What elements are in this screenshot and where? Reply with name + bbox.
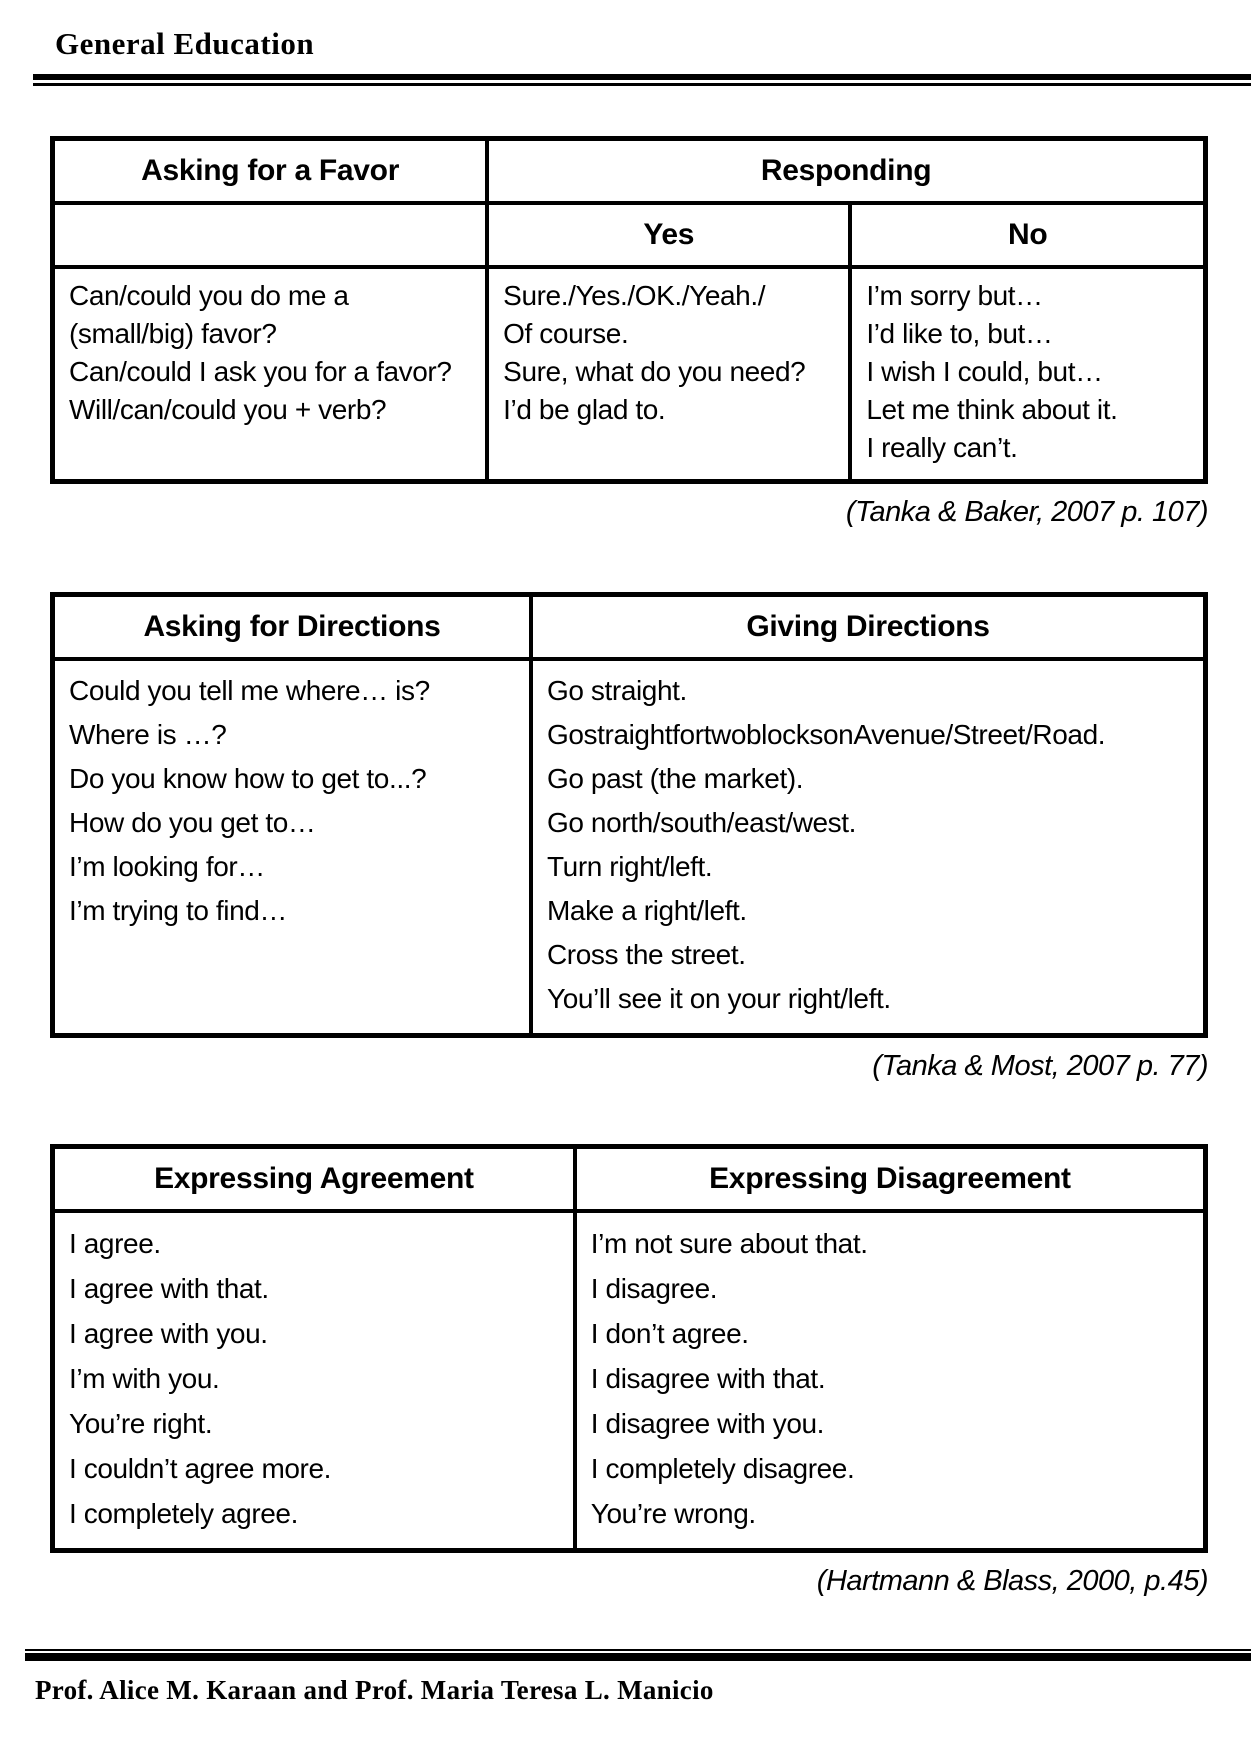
phrase: I disagree with you. bbox=[590, 1408, 825, 1439]
phrase: Sure./Yes./OK./Yeah./ bbox=[503, 280, 766, 311]
page-title: General Education bbox=[55, 26, 315, 61]
phrase: I’m with you. bbox=[69, 1363, 220, 1394]
giving-directions-cell bbox=[531, 659, 1206, 1036]
footer-rule bbox=[25, 1649, 1251, 1661]
header-rule-thin bbox=[33, 83, 1251, 86]
phrase: Make a right/left. bbox=[546, 895, 747, 926]
no-phrases-cell bbox=[850, 267, 1205, 482]
table-header-row bbox=[53, 595, 1206, 660]
phrase: Will/can/could you + verb? bbox=[69, 394, 387, 425]
phrase: Let me think about it. bbox=[866, 394, 1118, 425]
phrase: I completely agree. bbox=[69, 1498, 298, 1529]
phrase: GostraightfortwoblocksonAvenue/Street/Road. bbox=[546, 719, 1106, 750]
phrase: I agree. bbox=[69, 1228, 161, 1259]
phrase: You’re wrong. bbox=[590, 1498, 756, 1529]
favor-phrases-cell bbox=[53, 267, 488, 482]
phrase: I’d like to, but… bbox=[866, 318, 1053, 349]
phrase: How do you get to… bbox=[69, 807, 316, 838]
phrase: You’re right. bbox=[69, 1408, 213, 1439]
phrase: I disagree with that. bbox=[590, 1363, 826, 1394]
disagreement-phrases-cell bbox=[575, 1211, 1206, 1551]
table-body-row bbox=[53, 1211, 1206, 1551]
phrase: Where is …? bbox=[69, 719, 227, 750]
phrase: Could you tell me where… is? bbox=[69, 675, 430, 706]
citation: (Tanka & Most, 2007 p. 77) bbox=[872, 1050, 1208, 1082]
table-header-row bbox=[53, 139, 1206, 204]
footer-rule-thick bbox=[25, 1653, 1251, 1661]
responding-header-cell: Responding bbox=[487, 139, 1205, 204]
phrase: You’ll see it on your right/left. bbox=[546, 983, 891, 1014]
phrase: Do you know how to get to...? bbox=[69, 763, 427, 794]
table-subheader-row bbox=[53, 203, 1206, 267]
asking-directions-header-cell: Asking for Directions bbox=[53, 595, 531, 660]
phrase: I don’t agree. bbox=[590, 1318, 749, 1349]
phrase: I agree with you. bbox=[69, 1318, 268, 1349]
disagreement-header-cell: Expressing Disagreement bbox=[575, 1147, 1206, 1212]
document-page bbox=[0, 26, 1251, 1706]
asking-directions-cell bbox=[53, 659, 531, 1036]
phrase: Go past (the market). bbox=[546, 763, 804, 794]
phrase: Can/could I ask you for a favor? bbox=[69, 356, 452, 387]
phrase: Of course. bbox=[503, 318, 629, 349]
directions-table bbox=[50, 592, 1208, 1038]
no-column-header: No bbox=[850, 203, 1205, 267]
header-rule-thick bbox=[33, 74, 1251, 80]
phrase: Cross the street. bbox=[546, 939, 746, 970]
favor-table bbox=[50, 136, 1208, 484]
phrase: Turn right/left. bbox=[546, 851, 713, 882]
agreement-phrases-cell bbox=[53, 1211, 575, 1551]
favor-header-cell: Asking for a Favor bbox=[53, 139, 488, 204]
phrase: I couldn’t agree more. bbox=[69, 1453, 332, 1484]
phrase: I disagree. bbox=[590, 1273, 718, 1304]
giving-directions-header-cell: Giving Directions bbox=[531, 595, 1206, 660]
empty-subheader-cell bbox=[53, 203, 488, 267]
footer-rule-thin bbox=[25, 1649, 1251, 1651]
agreement-table bbox=[50, 1144, 1208, 1553]
footer-author: Prof. Alice M. Karaan and Prof. Maria Teresa L. Manicio bbox=[35, 1675, 714, 1705]
phrase: I agree with that. bbox=[69, 1273, 269, 1304]
agreement-header-cell: Expressing Agreement bbox=[53, 1147, 575, 1212]
table-body-row bbox=[53, 659, 1206, 1036]
phrase: I’d be glad to. bbox=[503, 394, 666, 425]
phrase: I’m not sure about that. bbox=[590, 1228, 868, 1259]
phrase: I’m sorry but… bbox=[866, 280, 1043, 311]
phrase: I really can’t. bbox=[866, 432, 1018, 463]
phrase: I’m looking for… bbox=[69, 851, 265, 882]
phrase: Can/could you do me a (small/big) favor? bbox=[69, 280, 349, 349]
phrase: I completely disagree. bbox=[590, 1453, 855, 1484]
table-header-row bbox=[53, 1147, 1206, 1212]
phrase: Go straight. bbox=[546, 675, 687, 706]
citation: (Tanka & Baker, 2007 p. 107) bbox=[845, 496, 1208, 528]
yes-phrases-cell bbox=[487, 267, 850, 482]
yes-column-header: Yes bbox=[487, 203, 850, 267]
header-rule bbox=[33, 74, 1251, 86]
phrase: Sure, what do you need? bbox=[503, 356, 806, 387]
table-body-row bbox=[53, 267, 1206, 482]
phrase: Go north/south/east/west. bbox=[546, 807, 857, 838]
phrase: I’m trying to find… bbox=[69, 895, 288, 926]
phrase: I wish I could, but… bbox=[866, 356, 1103, 387]
citation: (Hartmann & Blass, 2000, p.45) bbox=[816, 1565, 1208, 1597]
